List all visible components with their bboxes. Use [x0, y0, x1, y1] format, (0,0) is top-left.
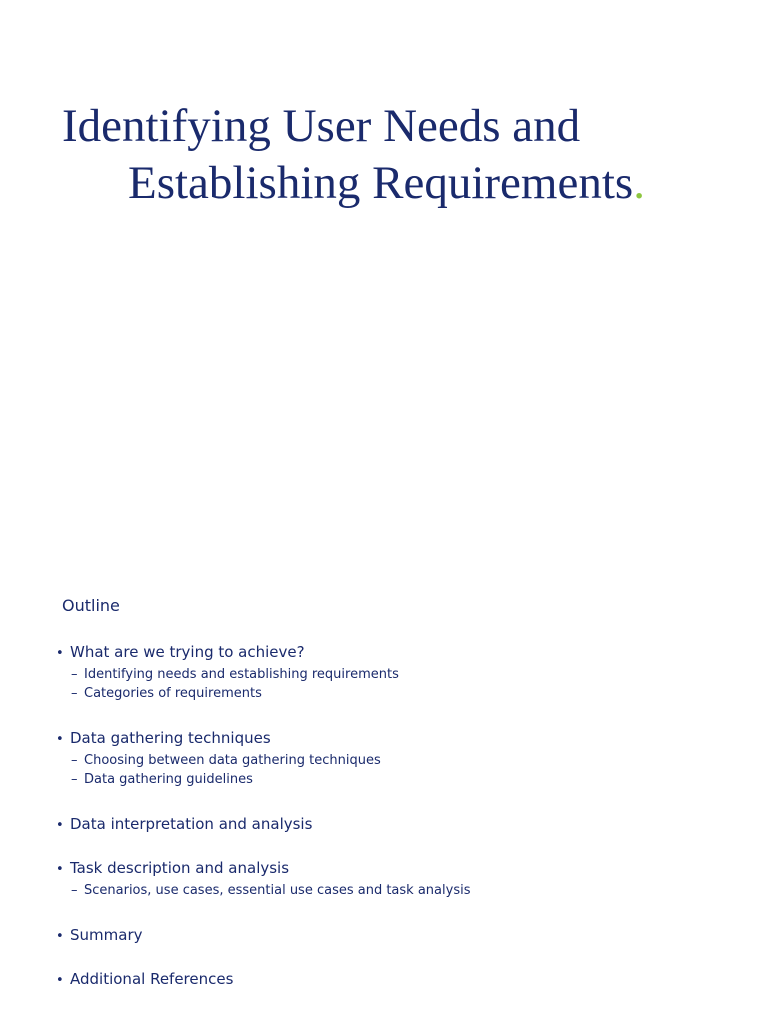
outline-item — [56, 727, 736, 789]
outline-item-label: Data interpretation and analysis — [70, 815, 313, 833]
bullet-icon: • — [56, 973, 64, 988]
bullet-icon: • — [56, 862, 64, 877]
title-accent-dot: . — [633, 157, 645, 209]
outline-subitem — [56, 684, 736, 703]
page-title — [62, 98, 742, 212]
outline-subitem-label: Identifying needs and establishing requirements — [84, 667, 399, 682]
outline-subitem — [56, 770, 736, 789]
outline-subitem-label: Categories of requirements — [84, 686, 262, 701]
outline-item-label: Data gathering techniques — [70, 729, 271, 747]
outline-subitem-label: Choosing between data gathering techniques — [84, 753, 381, 768]
outline-item-row — [56, 641, 736, 665]
outline-item-row — [56, 727, 736, 751]
dash-icon: – — [71, 667, 78, 682]
dash-icon: – — [71, 772, 78, 787]
title-line-2-text: Establishing Requirements — [128, 157, 634, 209]
outline-item-row — [56, 813, 736, 837]
outline-heading: Outline — [62, 596, 120, 615]
outline-item-label: Additional References — [70, 970, 234, 988]
outline-subitem — [56, 665, 736, 684]
title-line-1: Identifying User Needs and — [62, 100, 581, 152]
dash-icon: – — [71, 753, 78, 768]
outline-item — [56, 857, 736, 900]
dash-icon: – — [71, 883, 78, 898]
bullet-icon: • — [56, 646, 64, 661]
bullet-icon: • — [56, 929, 64, 944]
outline-item-label: What are we trying to achieve? — [70, 643, 305, 661]
outline-item — [56, 813, 736, 837]
dash-icon: – — [71, 686, 78, 701]
outline-item-row — [56, 924, 736, 948]
title-line-2 — [62, 155, 742, 212]
outline-item-row — [56, 968, 736, 992]
outline-subitem — [56, 881, 736, 900]
outline-item — [56, 641, 736, 703]
outline-item — [56, 968, 736, 992]
outline-item-label: Task description and analysis — [70, 859, 290, 877]
outline-subitem — [56, 751, 736, 770]
outline-item-row — [56, 857, 736, 881]
outline-item — [56, 924, 736, 948]
outline-subitem-label: Data gathering guidelines — [84, 772, 253, 787]
outline-item-label: Summary — [70, 926, 143, 944]
outline-list — [56, 641, 736, 1006]
bullet-icon: • — [56, 818, 64, 833]
bullet-icon: • — [56, 732, 64, 747]
outline-subitem-label: Scenarios, use cases, essential use cases and task analysis — [84, 883, 471, 898]
